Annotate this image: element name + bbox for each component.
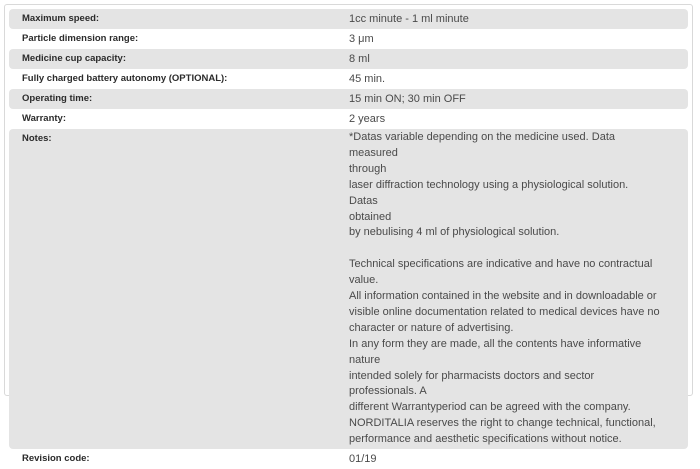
spec-row-operating-time	[9, 89, 688, 109]
spec-label: Particle dimension range:	[22, 33, 139, 44]
note-line: Technical specifications are indicative and have no contractual value.	[349, 258, 653, 287]
note-line: different Warrantyperiod can be agreed with the company.	[349, 401, 631, 414]
spec-value: 8 ml	[349, 53, 370, 65]
note-line: NORDITALIA reserves the right to change technical, functional,	[349, 417, 656, 430]
spec-value: 45 min.	[349, 73, 386, 85]
note-line: performance and aesthetic specifications without notice.	[349, 433, 622, 446]
note-line: visible online documentation related to medical devices have no	[349, 305, 660, 318]
spec-label: Notes:	[22, 133, 52, 144]
note-line: character or nature of advertising.	[349, 321, 514, 334]
spec-value: 1cc minute - 1 ml minute	[349, 13, 469, 25]
spec-label: Fully charged battery autonomy (OPTIONAL):	[22, 73, 228, 84]
note-line: All information contained in the website and in downloadable or	[349, 290, 657, 303]
notes-text	[335, 129, 688, 449]
spec-row-battery-autonomy	[9, 69, 688, 89]
spec-label: Revision code:	[22, 453, 90, 465]
note-line: intended solely for pharmacists doctors and sector professionals. A	[349, 369, 595, 398]
spec-value: 15 min ON; 30 min OFF	[349, 93, 466, 105]
note-line	[349, 241, 660, 257]
specifications-panel	[4, 4, 693, 466]
spec-label: Warranty:	[22, 113, 66, 124]
spec-value: 01/19	[349, 453, 377, 466]
spec-row-warranty	[9, 109, 688, 129]
spec-row-maximum-speed	[9, 9, 688, 29]
specifications-table	[9, 9, 688, 469]
spec-label: Operating time:	[22, 93, 93, 104]
spec-label: Maximum speed:	[22, 13, 100, 24]
spec-label: Medicine cup capacity:	[22, 53, 127, 64]
spec-value: 2 years	[349, 113, 386, 125]
note-line: obtained	[349, 210, 392, 223]
note-line: by nebulising 4 ml of physiological solution.	[349, 226, 560, 239]
spec-value: 3 μm	[349, 33, 374, 45]
note-line: laser diffraction technology using a physiological solution. Datas	[349, 178, 629, 207]
note-line: *Datas variable depending on the medicine used. Data measured	[349, 131, 616, 159]
note-line: In any form they are made, all the contents have informative nature	[349, 337, 642, 366]
spec-row-particle-dimension	[9, 29, 688, 49]
spec-row-notes	[9, 129, 688, 449]
spec-row-cup-capacity	[9, 49, 688, 69]
spec-row-revision-code	[9, 449, 688, 469]
note-line: through	[349, 162, 387, 175]
